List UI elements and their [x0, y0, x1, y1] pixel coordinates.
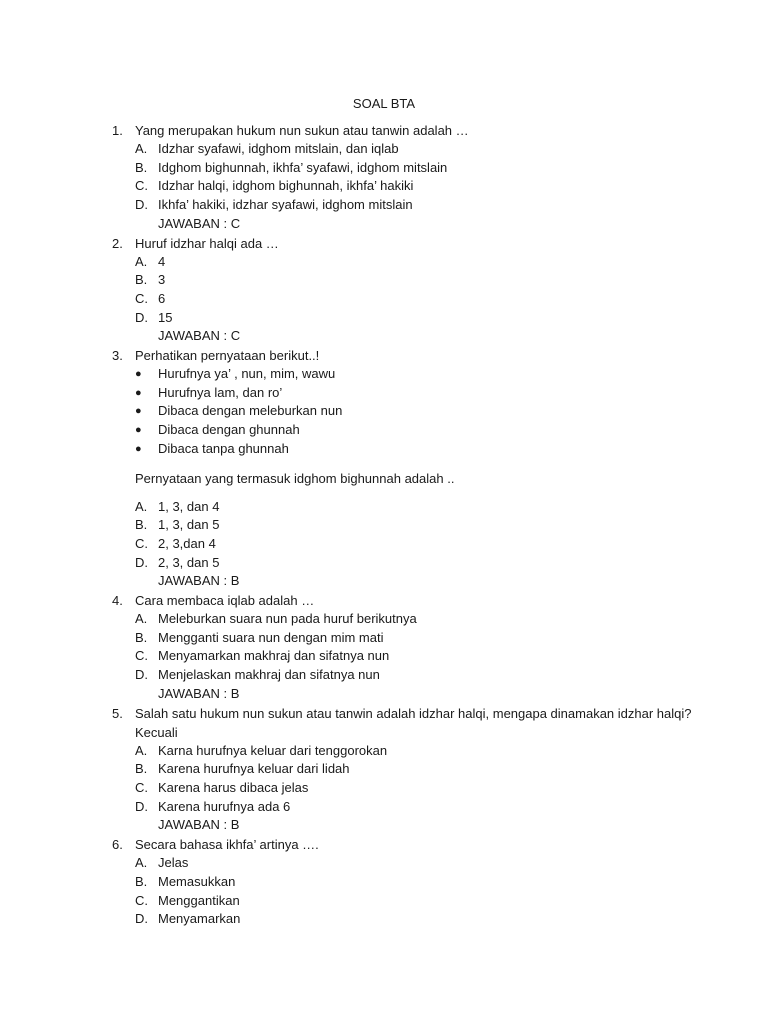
- option-letter: C.: [135, 290, 148, 306]
- question-5: [112, 704, 712, 836]
- option-letter: C.: [135, 178, 148, 194]
- option-letter: D.: [135, 309, 148, 325]
- statement-item: [135, 421, 712, 440]
- option-text: Menyamarkan makhraj dan sifatnya nun: [158, 648, 390, 664]
- question-4: [112, 591, 712, 704]
- question-number: 5.: [112, 705, 123, 721]
- option-text: Karena harus dibaca jelas: [158, 779, 309, 795]
- option-a: [135, 610, 712, 629]
- option-d: [135, 798, 712, 817]
- question-text: Perhatikan pernyataan berikut..!: [135, 348, 320, 364]
- bullet-icon: ●: [135, 405, 142, 418]
- answer-key: JAWABAN : C: [158, 328, 241, 344]
- option-text: Karna hurufnya keluar dari tenggorokan: [158, 742, 388, 758]
- document-title: SOAL BTA: [352, 96, 416, 111]
- question-number: 6.: [112, 837, 123, 853]
- option-text: Ikhfa’ hakiki, idzhar syafawi, idghom mitslain: [158, 197, 413, 213]
- option-letter: B.: [135, 159, 148, 175]
- option-a: [135, 253, 712, 272]
- option-list: [112, 140, 712, 215]
- statement-text: Dibaca tanpa ghunnah: [158, 440, 289, 456]
- option-text: 6: [158, 290, 166, 306]
- option-list: [112, 610, 712, 685]
- option-letter: A.: [135, 253, 148, 269]
- option-list: [112, 498, 712, 573]
- question-3: [112, 346, 712, 591]
- question-number: 1.: [112, 123, 123, 138]
- question-text: Secara bahasa ikhfa’ artinya ….: [135, 837, 319, 853]
- option-b: [135, 873, 712, 892]
- option-text: Karena hurufnya ada 6: [158, 798, 291, 814]
- option-d: [135, 910, 712, 929]
- question-text: Cara membaca iqlab adalah …: [135, 593, 315, 609]
- question-statement: Pernyataan yang termasuk idghom bighunnah adalah ..: [135, 470, 455, 486]
- question-list: [112, 121, 712, 929]
- option-c: [135, 177, 712, 196]
- option-text: Karena hurufnya keluar dari lidah: [158, 761, 350, 777]
- question-number: 3.: [112, 348, 123, 364]
- bullet-icon: ●: [135, 386, 142, 399]
- answer-key: JAWABAN : B: [158, 685, 240, 701]
- option-letter: D.: [135, 911, 148, 927]
- question-2: [112, 234, 712, 347]
- option-letter: D.: [135, 667, 148, 683]
- bullet-icon: ●: [135, 442, 142, 455]
- option-list: [112, 253, 712, 328]
- option-letter: B.: [135, 873, 148, 889]
- option-c: [135, 779, 712, 798]
- question-text: Huruf idzhar halqi ada …: [135, 235, 279, 251]
- option-c: [135, 535, 712, 554]
- statement-item: [135, 440, 712, 459]
- option-text: Menyamarkan: [158, 911, 241, 927]
- statement-list: [112, 365, 712, 459]
- option-text: Mengganti suara nun dengan mim mati: [158, 629, 384, 645]
- option-d: [135, 196, 712, 215]
- option-b: [135, 516, 712, 535]
- option-c: [135, 290, 712, 309]
- question-text: Yang merupakan hukum nun sukun atau tanwin adalah …: [135, 123, 469, 138]
- option-letter: B.: [135, 761, 148, 777]
- option-text: Menjelaskan makhraj dan sifatnya nun: [158, 667, 380, 683]
- option-a: [135, 854, 712, 873]
- option-text: Jelas: [158, 855, 189, 871]
- question-6: [112, 835, 712, 929]
- option-c: [135, 892, 712, 911]
- bullet-icon: ●: [135, 424, 142, 437]
- question-number: 4.: [112, 593, 123, 609]
- bullet-icon: ●: [135, 368, 142, 381]
- statement-item: [135, 402, 712, 421]
- option-b: [135, 760, 712, 779]
- option-letter: C.: [135, 892, 148, 908]
- question-number: 2.: [112, 235, 123, 251]
- option-d: [135, 309, 712, 328]
- option-text: 1, 3, dan 4: [158, 498, 220, 514]
- option-text: 2, 3, dan 5: [158, 554, 220, 570]
- option-letter: A.: [135, 742, 148, 758]
- option-text: 3: [158, 272, 166, 288]
- option-a: [135, 742, 712, 761]
- option-letter: A.: [135, 498, 148, 514]
- statement-text: Hurufnya ya’ , nun, mim, wawu: [158, 366, 336, 382]
- option-d: [135, 554, 712, 573]
- option-text: Idzhar halqi, idghom bighunnah, ikhfa’ hakiki: [158, 178, 414, 194]
- option-text: Idzhar syafawi, idghom mitslain, dan iqlab: [158, 141, 399, 156]
- option-d: [135, 666, 712, 685]
- option-letter: B.: [135, 629, 148, 645]
- option-b: [135, 159, 712, 178]
- option-text: 2, 3,dan 4: [158, 535, 216, 551]
- answer-key: JAWABAN : B: [158, 817, 240, 833]
- option-list: [112, 854, 712, 929]
- option-a: [135, 498, 712, 517]
- option-list: [112, 742, 712, 817]
- statement-text: Hurufnya lam, dan ro’: [158, 384, 283, 400]
- question-1: [112, 121, 712, 234]
- statement-text: Dibaca dengan meleburkan nun: [158, 403, 343, 419]
- answer-key: JAWABAN : C: [158, 215, 241, 231]
- option-b: [135, 629, 712, 648]
- option-text: 15: [158, 309, 173, 325]
- option-letter: C.: [135, 648, 148, 664]
- option-letter: A.: [135, 611, 148, 627]
- option-letter: A.: [135, 855, 148, 871]
- option-letter: A.: [135, 141, 148, 156]
- option-letter: B.: [135, 517, 148, 533]
- option-text: Memasukkan: [158, 873, 236, 889]
- option-text: 4: [158, 253, 166, 269]
- question-text: Salah satu hukum nun sukun atau tanwin adalah idzhar halqi, mengapa dinamakan idzhar halqi? Kecuali: [135, 705, 692, 740]
- answer-key: JAWABAN : B: [158, 573, 240, 589]
- option-letter: B.: [135, 272, 148, 288]
- option-letter: D.: [135, 554, 148, 570]
- option-b: [135, 271, 712, 290]
- option-letter: D.: [135, 798, 148, 814]
- option-a: [135, 140, 712, 159]
- option-letter: C.: [135, 779, 148, 795]
- statement-text: Dibaca dengan ghunnah: [158, 422, 300, 438]
- option-text: Idghom bighunnah, ikhfa’ syafawi, idghom mitslain: [158, 159, 448, 175]
- statement-item: [135, 365, 712, 384]
- option-letter: D.: [135, 197, 148, 213]
- option-letter: C.: [135, 535, 148, 551]
- option-c: [135, 647, 712, 666]
- statement-item: [135, 384, 712, 403]
- option-text: 1, 3, dan 5: [158, 517, 220, 533]
- option-text: Menggantikan: [158, 892, 240, 908]
- option-text: Meleburkan suara nun pada huruf berikutnya: [158, 611, 417, 627]
